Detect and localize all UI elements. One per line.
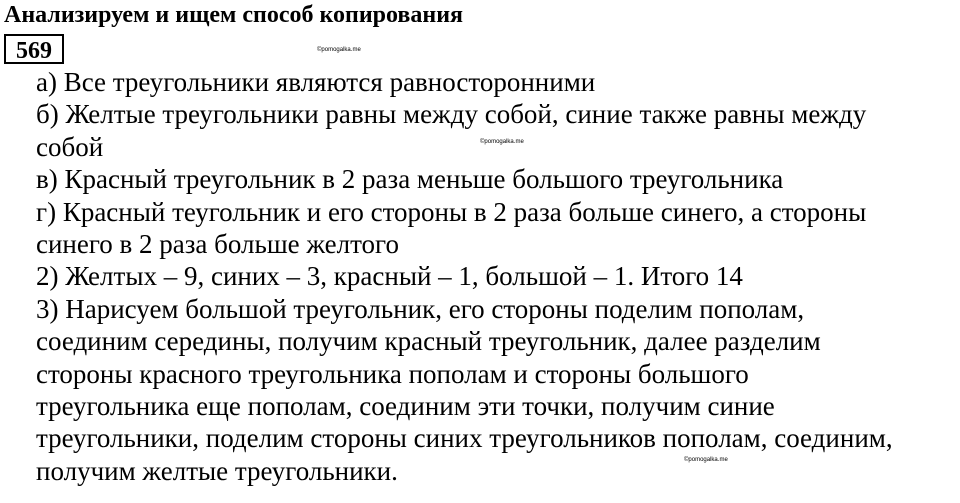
- watermark-text: ©pomogalka.me: [317, 47, 361, 53]
- answer-line-g-cont: синего в 2 раза больше желтого: [36, 229, 399, 260]
- answer-line-3-cont-2: стороны красного треугольника пополам и стороны большого: [36, 358, 749, 389]
- answer-line-b: б) Желтые треугольники равны между собой, синие также равны между: [36, 99, 867, 130]
- page-heading: Анализируем и ищем способ копирования: [4, 2, 463, 28]
- answer-line-3: 3) Нарисуем большой треугольник, его стороны поделим пополам,: [36, 293, 805, 324]
- answer-line-g: г) Красный теугольник и его стороны в 2 раза больше синего, а стороны: [36, 196, 867, 227]
- answer-line-b-cont: собой: [36, 131, 104, 162]
- answer-line-3-cont-5: получим желтые треугольники.: [36, 455, 398, 486]
- answer-line-3-cont-4: треугольники, поделим стороны синих треугольников пополам, соединим,: [36, 423, 893, 454]
- watermark-text: ©pomogalka.me: [684, 457, 728, 463]
- answer-line-3-cont-1: соединим середины, получим красный треугольник, далее разделим: [36, 326, 821, 357]
- answer-line-a: а) Все треугольники являются равносторонними: [36, 67, 596, 97]
- answer-line-3-cont-3: треугольника еще пополам, соединим эти точки, получим синие: [36, 391, 775, 422]
- task-number-badge: 569: [4, 34, 64, 64]
- answer-line-2: 2) Желтых – 9, синих – 3, красный – 1, большой – 1. Итого 14: [36, 261, 743, 292]
- answer-body: [36, 66, 951, 487]
- answer-line-v: в) Красный треугольник в 2 раза меньше большого треугольника: [36, 164, 784, 195]
- watermark-text: ©pomogalka.me: [480, 139, 524, 145]
